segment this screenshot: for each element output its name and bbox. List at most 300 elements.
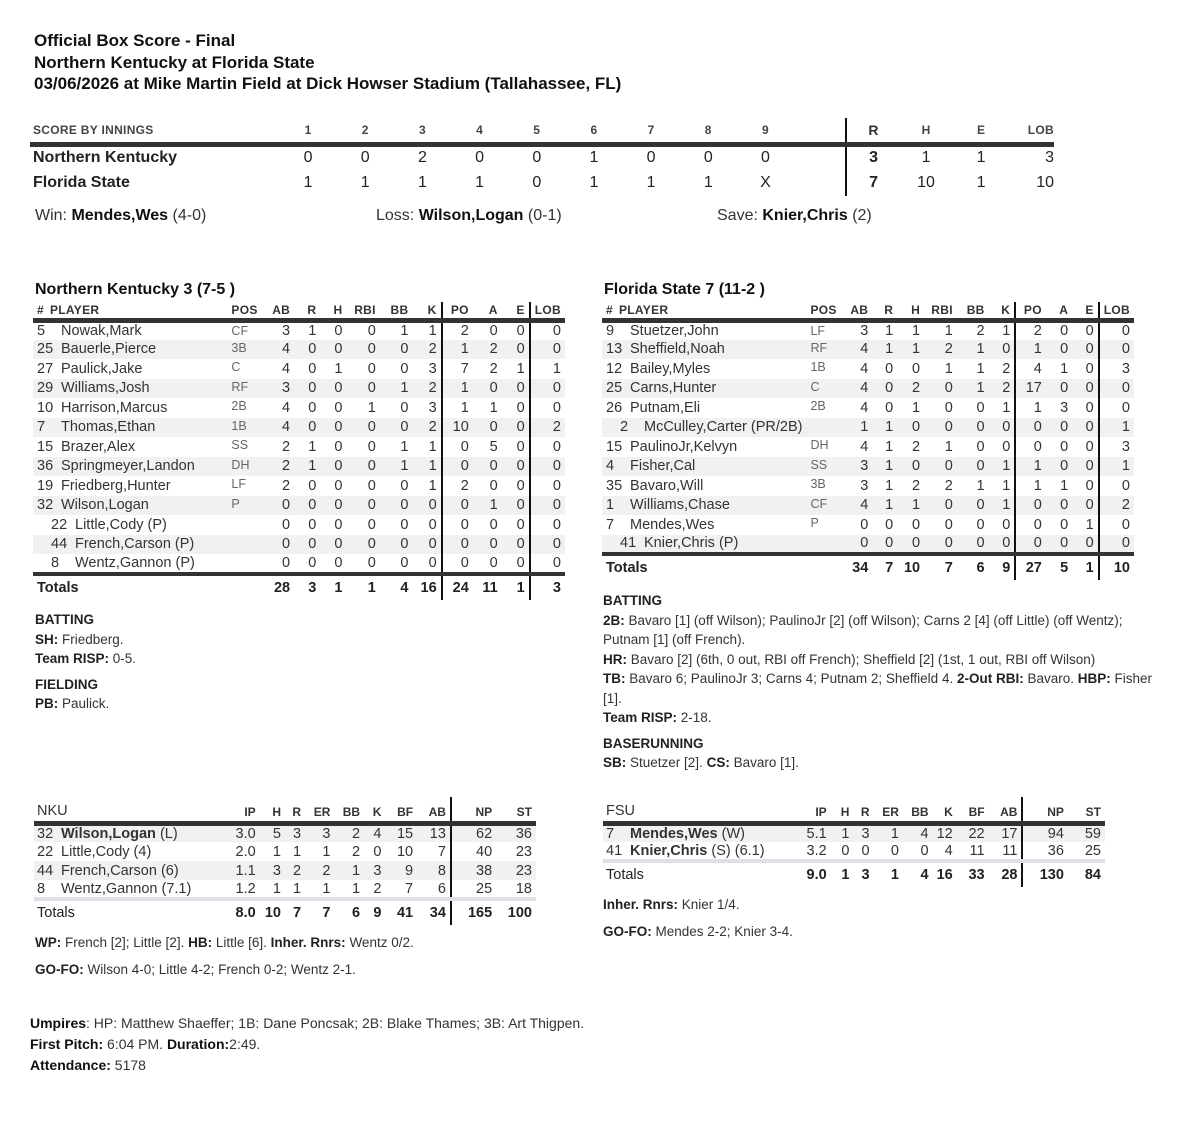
- loss-name: Wilson,Logan: [418, 207, 524, 224]
- stat-po: 0: [1015, 515, 1046, 535]
- stat-r: 1: [308, 438, 317, 455]
- risp-label: Team RISP:: [35, 651, 110, 666]
- batting-row: [33, 457, 565, 477]
- total-r: 7: [872, 554, 897, 580]
- total-h: 10: [897, 554, 924, 580]
- jersey-number: 1: [606, 497, 615, 514]
- stat-rbi: 0: [347, 535, 380, 555]
- batting-row: [602, 359, 1134, 379]
- first-pitch-duration: [30, 1034, 584, 1055]
- player-name: Bavaro,Will: [630, 477, 704, 494]
- total-r: 3: [294, 574, 320, 600]
- total-k: 9: [364, 899, 385, 925]
- total-lob: 10: [1099, 554, 1134, 580]
- player-name: Little,Cody (P): [75, 516, 167, 533]
- home-pitching-notes: [603, 895, 793, 941]
- stat-r: 1: [293, 843, 302, 860]
- stat-po: 0: [1015, 418, 1046, 438]
- player-name: Stuetzer,John: [630, 323, 719, 339]
- player-cell: [602, 437, 806, 457]
- stat-header-k: K: [412, 302, 441, 320]
- stat-h: 1: [334, 360, 343, 377]
- stat-header-rbi: RBI: [347, 302, 380, 320]
- pitching-row: [34, 842, 536, 861]
- batting-row: [602, 476, 1134, 496]
- stat-po: 1: [442, 340, 473, 360]
- total-bases: [603, 669, 1153, 708]
- stat-r: 1: [885, 438, 894, 455]
- stat-lob: 0: [530, 476, 565, 496]
- stat-bb: 1: [380, 457, 413, 477]
- stat-k: 2: [1002, 360, 1011, 377]
- stat-h: 0: [334, 399, 343, 416]
- pitching-row: [603, 823, 1105, 842]
- player-cell: [33, 496, 227, 516]
- umpires-value: : HP: Matthew Shaeffer; 1B: Dane Poncsak; 2B: Blake Thames; 3B: Art Thigpen.: [86, 1015, 585, 1031]
- stat-po: 0: [1015, 535, 1046, 555]
- jersey-number: 41: [620, 535, 637, 552]
- stat-ab: 3: [860, 477, 869, 494]
- batting-row: [602, 418, 1134, 438]
- jersey-number: 27: [37, 360, 54, 377]
- fielding-heading: FIELDING: [35, 676, 98, 692]
- stat-a: 0: [1046, 340, 1072, 360]
- stat-e: 0: [1072, 496, 1098, 516]
- stat-h: 1: [831, 823, 854, 842]
- pitcher-decision: (4): [133, 843, 152, 860]
- stat-bb: 0: [957, 496, 989, 516]
- inning-score: 0: [532, 174, 542, 191]
- inning-score: 2: [417, 149, 427, 167]
- player-cell: [602, 496, 806, 516]
- stat-k: 2: [373, 880, 382, 897]
- jersey-number: 2: [620, 419, 629, 436]
- stat-k: 0: [989, 340, 1016, 360]
- stat-np: 62: [451, 823, 496, 842]
- team-risp: [35, 649, 136, 669]
- player-cell: [33, 379, 227, 399]
- player-name: Sheffield,Noah: [630, 341, 725, 358]
- stat-st: 59: [1068, 823, 1105, 842]
- stat-bb: 0: [400, 477, 409, 494]
- stat-e: 1: [516, 360, 525, 377]
- player-cell: [33, 457, 227, 477]
- stat-r: 0: [885, 360, 894, 377]
- stat-h: 0: [897, 535, 924, 555]
- lob-header: LOB: [1010, 118, 1054, 144]
- winning-pitcher: [35, 207, 206, 225]
- pitcher-cell: [34, 861, 220, 880]
- player-name: Knier,Chris (P): [644, 535, 739, 552]
- stat-r: 2: [285, 861, 305, 880]
- doubles-label: 2B:: [603, 612, 625, 628]
- stat-rbi: 1: [944, 438, 953, 455]
- line-score-row: [30, 170, 1054, 196]
- stat-er: 1: [322, 843, 331, 860]
- stat-h: 0: [320, 535, 346, 555]
- stat-lob: 0: [1099, 340, 1134, 360]
- player-cell: [33, 320, 227, 340]
- stat-ab: 4: [263, 418, 294, 438]
- inning-header: 3: [394, 118, 451, 144]
- stat-rbi: 0: [347, 418, 380, 438]
- team-abbr: FSU: [603, 797, 791, 823]
- player-name: Williams,Josh: [61, 380, 150, 397]
- runs-total: 7: [846, 170, 900, 196]
- stat-ab: 0: [263, 535, 294, 555]
- stat-rbi: 0: [347, 379, 380, 399]
- jersey-number: 5: [37, 323, 46, 339]
- stat-er: 1: [322, 880, 331, 897]
- home-pitching-table: [603, 797, 1105, 887]
- batting-row: [33, 515, 565, 535]
- player-cell: [33, 476, 227, 496]
- number-header: #: [606, 302, 613, 317]
- stat-k: 2: [989, 379, 1016, 399]
- jersey-number: 19: [37, 477, 54, 494]
- stat-po: 1: [1015, 457, 1046, 477]
- stat-r: 0: [872, 379, 897, 399]
- inning-score: 1: [417, 174, 427, 191]
- stat-np: 25: [451, 880, 496, 899]
- position: SS: [806, 457, 842, 477]
- stat-header-po: PO: [442, 302, 473, 320]
- total-h: 10: [260, 899, 285, 925]
- jersey-number: 10: [37, 399, 54, 416]
- stat-a: 1: [489, 399, 498, 416]
- stat-k: 1: [989, 457, 1016, 477]
- stat-r: 0: [872, 535, 897, 555]
- player-cell: [602, 340, 806, 360]
- stat-po: 0: [442, 457, 473, 477]
- stat-lob: 0: [530, 515, 565, 535]
- gofo-value: Wilson 4-0; Little 4-2; French 0-2; Wentz 2-1.: [87, 961, 356, 977]
- pitcher-cell: [34, 842, 220, 861]
- player-cell: [602, 476, 806, 496]
- stat-ab: 4: [842, 340, 872, 360]
- jersey-number: 32: [37, 497, 54, 514]
- stat-a: 0: [489, 477, 498, 494]
- position: 1B: [810, 360, 826, 374]
- total-er: 7: [305, 899, 334, 925]
- stat-r: 0: [885, 516, 894, 533]
- stat-rbi: 0: [367, 554, 376, 571]
- stat-a: 0: [473, 535, 502, 555]
- stat-header-bb: BB: [334, 797, 364, 823]
- stat-ab: 8: [417, 861, 451, 880]
- stat-header-np: NP: [1022, 797, 1067, 823]
- stat-a: 1: [473, 496, 502, 516]
- position: [806, 418, 842, 438]
- stat-bb: 0: [400, 516, 409, 533]
- stat-a: 0: [473, 457, 502, 477]
- position: C: [806, 379, 842, 399]
- player-cell: [602, 398, 806, 418]
- stat-header-st: ST: [1068, 797, 1105, 823]
- runs-total: 3: [846, 144, 900, 170]
- stat-ip: 1.1: [220, 861, 260, 880]
- stat-k: 4: [364, 823, 385, 842]
- stat-a: 0: [473, 379, 502, 399]
- stat-rbi: 1: [944, 323, 953, 339]
- risp-value: 0-5.: [112, 651, 137, 666]
- jersey-number: 7: [606, 516, 615, 533]
- jersey-number: 7: [37, 419, 46, 436]
- line-score-table: [30, 118, 1054, 196]
- stat-er: 1: [874, 823, 903, 842]
- stat-bb: 1: [976, 360, 985, 377]
- stat-h: 2: [912, 477, 921, 494]
- away-team-title: Northern Kentucky 3 (7-5 ): [35, 281, 236, 298]
- batting-row: [33, 418, 565, 438]
- totals-label: Totals: [34, 899, 220, 925]
- jersey-number: 41: [606, 842, 623, 859]
- inning-header: 8: [680, 118, 737, 144]
- stat-lob: 0: [530, 496, 565, 516]
- stat-h: 1: [912, 323, 921, 339]
- stat-bb: 0: [380, 496, 413, 516]
- stat-header-st: ST: [496, 797, 536, 823]
- jersey-number: 8: [51, 554, 60, 571]
- stat-lob: 0: [1099, 515, 1134, 535]
- stat-k: 0: [412, 496, 441, 516]
- position: P: [227, 496, 263, 516]
- inning-header: 1: [280, 118, 337, 144]
- win-name: Mendes,Wes: [71, 207, 169, 224]
- stat-ip: 3.2: [806, 842, 827, 859]
- stat-h: 0: [334, 323, 343, 339]
- stat-bb: 1: [976, 477, 985, 494]
- stat-bb: 1: [957, 340, 989, 360]
- team-name: Northern Kentucky: [33, 149, 178, 167]
- stat-k: 1: [428, 438, 437, 455]
- jersey-number: 15: [606, 438, 623, 455]
- stat-po: 0: [1015, 437, 1046, 457]
- stat-bb: 1: [334, 861, 364, 880]
- sb-label: SB:: [603, 755, 627, 770]
- batting-row: [602, 515, 1134, 535]
- stat-e: 0: [502, 379, 530, 399]
- stat-a: 3: [1060, 399, 1069, 416]
- player-name: Springmeyer,Landon: [61, 458, 195, 475]
- inning-header: 5: [508, 118, 565, 144]
- stat-po: 7: [442, 359, 473, 379]
- batting-row: [602, 457, 1134, 477]
- stat-bf: 22: [957, 823, 989, 842]
- pitcher-cell: [603, 823, 791, 842]
- jersey-number: 35: [606, 477, 623, 494]
- stat-rbi: 2: [944, 477, 953, 494]
- player-name: Bauerle,Pierce: [61, 341, 157, 358]
- stat-h: 5: [260, 823, 285, 842]
- batting-row: [33, 379, 565, 399]
- stat-lob: 0: [530, 320, 565, 340]
- hr-label: HR:: [603, 651, 627, 667]
- stat-k: 0: [989, 535, 1016, 555]
- stat-k: 3: [364, 861, 385, 880]
- inning-score: 0: [303, 149, 313, 167]
- two-out-rbi-label: 2-Out RBI:: [956, 671, 1024, 686]
- stat-po: 0: [1015, 496, 1046, 516]
- stat-r: 0: [308, 399, 317, 416]
- stat-rbi: 0: [924, 379, 957, 399]
- team-name: Florida State: [33, 174, 130, 191]
- player-name: Wentz,Gannon (P): [75, 554, 195, 571]
- batting-row: [33, 437, 565, 457]
- stat-po: 0: [442, 535, 473, 555]
- stat-po: 1: [1015, 476, 1046, 496]
- jersey-number: 29: [37, 380, 54, 397]
- stat-header-ab: AB: [989, 797, 1023, 823]
- stat-rbi: 0: [924, 418, 957, 438]
- stat-np: 94: [1022, 823, 1067, 842]
- inning-header: 6: [565, 118, 622, 144]
- stat-ab: 3: [860, 323, 869, 339]
- stat-e: 0: [1085, 360, 1094, 377]
- player-name: Carns,Hunter: [630, 380, 717, 397]
- stat-h: 0: [320, 340, 346, 360]
- stat-a: 0: [489, 516, 498, 533]
- stat-ab: 2: [282, 438, 291, 455]
- stat-rbi: 0: [367, 438, 376, 455]
- stat-ab: 4: [842, 379, 872, 399]
- pitcher-decision: (L): [159, 825, 178, 842]
- stat-ip: 5.1: [791, 823, 831, 842]
- player-header: [33, 302, 227, 320]
- matchup-title: Northern Kentucky at Florida State: [34, 52, 315, 72]
- stat-st: 25: [1084, 842, 1101, 859]
- stat-bb: 0: [400, 399, 409, 416]
- batting-row: [602, 535, 1134, 555]
- save-record: (2): [852, 207, 872, 224]
- attendance-label: Attendance:: [30, 1057, 111, 1073]
- player-cell: [602, 379, 806, 399]
- stat-e: 0: [516, 477, 525, 494]
- stat-ab: 4: [282, 360, 291, 377]
- stat-header-r: R: [294, 302, 320, 320]
- total-ab: 28: [989, 861, 1023, 887]
- game-info-footer: [30, 1013, 584, 1076]
- pitcher-decision: (W): [721, 825, 745, 842]
- errors-total: 1: [976, 149, 986, 167]
- two-out-rbi-value: Bavaro.: [1027, 671, 1075, 686]
- pitching-row: [34, 861, 536, 880]
- position: CF: [806, 496, 842, 516]
- position: LF: [810, 323, 826, 338]
- inherited-runners: [603, 895, 793, 915]
- player-name: Thomas,Ethan: [61, 419, 156, 436]
- stat-rbi: 0: [367, 477, 376, 494]
- stat-r: 1: [872, 418, 897, 438]
- inning-score: 0: [646, 149, 656, 167]
- lob-total: 10: [1036, 174, 1054, 191]
- stat-lob: 0: [530, 437, 565, 457]
- stat-header-e: E: [1072, 302, 1098, 320]
- stat-bb: 0: [976, 516, 985, 533]
- line-score-row: [30, 144, 1054, 170]
- position: [227, 515, 263, 535]
- stat-k: 1: [1002, 323, 1011, 339]
- stat-er: 0: [890, 842, 899, 859]
- stat-po: 17: [1015, 379, 1046, 399]
- totals-label: Totals: [602, 554, 806, 580]
- stat-lob: 0: [530, 554, 565, 574]
- batting-row: [33, 476, 565, 496]
- stat-a: 1: [1060, 477, 1069, 494]
- total-rbi: 7: [924, 554, 957, 580]
- line-score: [30, 118, 1054, 196]
- batting-row: [33, 359, 565, 379]
- wp-label: WP:: [35, 935, 62, 950]
- player-label: PLAYER: [618, 302, 669, 317]
- stat-bb: 0: [400, 360, 409, 377]
- home-batting-table: [602, 302, 1134, 580]
- stat-header-ab: AB: [417, 797, 451, 823]
- tb-value: Bavaro 6; PaulinoJr 3; Carns 4; Putnam 2; Sheffield 4.: [629, 671, 954, 686]
- player-name: Wilson,Logan: [61, 497, 149, 514]
- stat-e: 0: [1085, 477, 1094, 494]
- duration-value: 2:49.: [229, 1036, 261, 1052]
- stat-header-po: PO: [1015, 302, 1046, 320]
- stat-po: 1: [1015, 340, 1046, 360]
- pitching-row: [603, 842, 1105, 861]
- stat-header-bb: BB: [903, 797, 933, 823]
- player-cell: [33, 418, 227, 438]
- save-label: Save:: [717, 207, 758, 224]
- gofo-value: Mendes 2-2; Knier 3-4.: [655, 923, 793, 939]
- pitcher-cell: [603, 842, 791, 861]
- batting-row: [602, 398, 1134, 418]
- stat-e: 0: [1072, 340, 1098, 360]
- batting-header-row: [33, 302, 565, 320]
- stat-bb: 2: [334, 823, 364, 842]
- stat-bb: 0: [380, 340, 413, 360]
- stat-h: 2: [897, 379, 924, 399]
- pitcher-cell: [34, 823, 220, 842]
- pitching-row: [34, 880, 536, 899]
- jersey-number: 9: [606, 323, 615, 339]
- sh-value: Friedberg.: [62, 631, 124, 647]
- stat-header-r: R: [285, 797, 305, 823]
- total-ab: 34: [417, 899, 451, 925]
- player-cell: [602, 457, 806, 477]
- position: 2B: [810, 399, 826, 413]
- stat-header-k: K: [364, 797, 385, 823]
- runs-header: R: [846, 118, 900, 144]
- stat-ab: 17: [989, 823, 1023, 842]
- stat-lob: 1: [1099, 418, 1134, 438]
- stat-a: 1: [1060, 360, 1069, 377]
- jersey-number: 25: [37, 341, 54, 358]
- spacer: [806, 554, 842, 580]
- stat-ab: 0: [263, 496, 294, 516]
- total-k: 9: [989, 554, 1016, 580]
- total-bf: 41: [385, 899, 417, 925]
- stat-h: 0: [334, 438, 343, 455]
- jersey-number: 13: [606, 341, 623, 358]
- stat-k: 1: [989, 496, 1016, 516]
- pitching-header-row: [34, 797, 536, 823]
- player-name: Friedberg,Hunter: [61, 477, 171, 494]
- stat-rbi: 0: [924, 535, 957, 555]
- total-er: 1: [874, 861, 903, 887]
- stat-h: 0: [897, 418, 924, 438]
- total-np: 165: [451, 899, 496, 925]
- stat-ab: 1: [842, 418, 872, 438]
- stat-po: 0: [442, 554, 473, 574]
- player-name: Nowak,Mark: [61, 323, 142, 339]
- stat-e: 0: [1072, 418, 1098, 438]
